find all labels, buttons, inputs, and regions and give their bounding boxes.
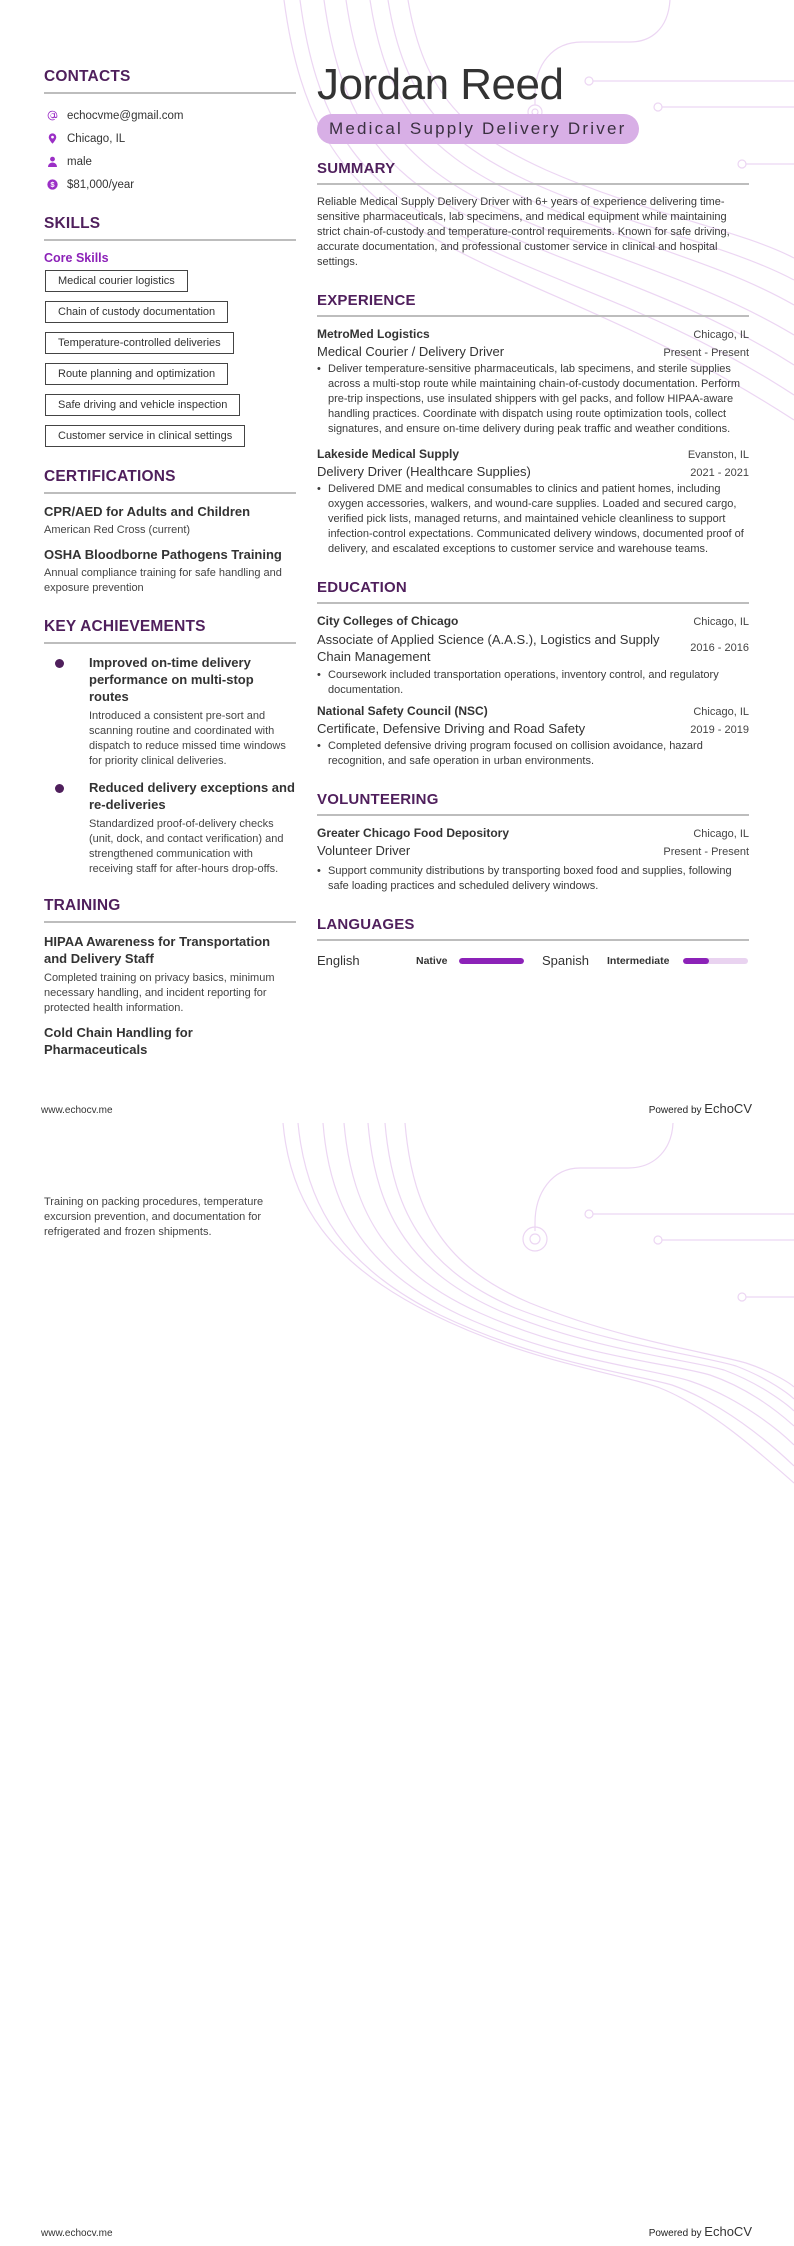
language-proficiency-bar (683, 958, 748, 964)
skills-heading: SKILLS (44, 215, 296, 241)
candidate-name: Jordan Reed (317, 60, 564, 109)
organization-name: Greater Chicago Food Depository (317, 826, 510, 840)
school-name: City Colleges of Chicago (317, 614, 459, 628)
language-name: Spanish (542, 953, 589, 968)
achievement-item (44, 654, 296, 769)
skill-tag: Temperature-controlled deliveries (45, 332, 234, 354)
brand-name: EchoCV (704, 2224, 752, 2239)
employer-location: Evanston, IL (687, 449, 749, 461)
footer-powered-by (649, 1101, 752, 1116)
powered-by-label: Powered by (648, 1105, 702, 1116)
dollar-icon (46, 179, 58, 191)
experience-item (317, 447, 749, 557)
certification-item (44, 547, 296, 596)
main-content (317, 60, 749, 968)
contact-gender (44, 150, 296, 173)
education-item (317, 704, 749, 769)
resume-page-2 (0, 1123, 794, 2246)
bullet-text: • Delivered DME and medical consumables to clinics and patient homes, including oxygen accessories, walkers, and wound-care supplies. Loaded and secured cargo, verified pick lists, managed returns, and maintained vehicle cleanliness to support infection-control expectations. Communicated delivery windows, documented proof of delivery, and escalated exceptions to customer service and warehouse teams. (317, 482, 749, 557)
achievement-title: Improved on-time delivery performance on multi-stop routes (89, 655, 254, 704)
achievement-item (44, 779, 296, 877)
training-desc: Training on packing procedures, temperature excursion prevention, and documentation for refrigerated and frozen shipments. (44, 1196, 264, 1238)
volunteering-heading: VOLUNTEERING (317, 791, 749, 816)
training-name: Cold Chain Handling for Pharmaceuticals (44, 1025, 193, 1057)
languages-heading: LANGUAGES (317, 916, 749, 941)
organization-location: Chicago, IL (693, 828, 749, 840)
skill-tag: Medical courier logistics (45, 270, 188, 292)
volunteer-role: Volunteer Driver (317, 843, 411, 858)
bullet-text: • Support community distributions by transporting boxed food and supplies, following safe loading practices and scheduled delivery windows. (317, 864, 749, 894)
svg-text:$: $ (49, 180, 55, 190)
bullet-text: • Completed defensive driving program focused on collision avoidance, hazard recognition, and safe operation in urban environments. (317, 739, 749, 769)
school-name: National Safety Council (NSC) (317, 704, 488, 718)
job-dates: 2021 - 2021 (690, 467, 749, 479)
certifications-heading: CERTIFICATIONS (44, 468, 296, 494)
employer-name: MetroMed Logistics (317, 327, 430, 341)
achievement-desc: Standardized proof-of-delivery checks (unit, dock, and contact verification) and strengthened communication with receiving staff for after-hours drop-offs. (89, 818, 284, 875)
job-role: Medical Courier / Delivery Driver (317, 344, 505, 359)
education-dates: 2016 - 2016 (690, 642, 749, 654)
employer-location: Chicago, IL (693, 329, 749, 341)
employer-name: Lakeside Medical Supply (317, 447, 460, 461)
skill-tag: Safe driving and vehicle inspection (45, 394, 240, 416)
contact-salary-value: $81,000/year (67, 178, 135, 191)
training-item (44, 933, 296, 1016)
skill-tag: Route planning and optimization (45, 363, 228, 385)
contact-location-value: Chicago, IL (67, 132, 126, 145)
achievement-title: Reduced delivery exceptions and re-deliveries (89, 780, 295, 812)
summary-text: Reliable Medical Supply Delivery Driver with 6+ years of experience delivering time-sensitive pharmaceuticals, lab specimens, and medical equipment while maintaining strict chain-of-custody and temperature-control requirements. Known for safe driving, accurate documentation, and professional customer service in clinical and hospital settings. (317, 196, 730, 268)
contacts-list (44, 104, 296, 196)
skills-list (44, 270, 296, 456)
person-icon (46, 156, 58, 168)
powered-by-label: Powered by (648, 2228, 702, 2239)
training-heading: TRAINING (44, 897, 296, 923)
bullet-text: • Coursework included transportation operations, inventory control, and regulatory documentation. (317, 668, 749, 698)
education-dates: 2019 - 2019 (690, 724, 749, 736)
experience-item (317, 327, 749, 437)
school-location: Chicago, IL (693, 616, 749, 628)
bullet-dot-icon (55, 659, 64, 668)
language-proficiency-bar (459, 958, 524, 964)
footer-website-link[interactable]: www.echocv.me (41, 2228, 113, 2239)
certification-name: CPR/AED for Adults and Children (44, 504, 251, 519)
key-achievements-heading: KEY ACHIEVEMENTS (44, 618, 296, 644)
language-level: Native (416, 954, 448, 967)
job-dates: Present - Present (663, 347, 749, 359)
brand-name: EchoCV (704, 1101, 752, 1116)
bullet-dot-icon (55, 784, 64, 793)
certification-item (44, 504, 296, 538)
job-role: Delivery Driver (Healthcare Supplies) (317, 464, 531, 479)
language-name: English (317, 953, 360, 968)
sidebar (44, 68, 296, 1058)
footer-website-link[interactable]: www.echocv.me (41, 1105, 113, 1116)
volunteering-item (317, 826, 749, 894)
contact-gender-value: male (67, 155, 92, 168)
experience-heading: EXPERIENCE (317, 292, 749, 317)
languages-list (317, 953, 749, 968)
contact-email[interactable] (44, 104, 296, 127)
training-item (44, 1024, 296, 1058)
contact-location (44, 127, 296, 150)
achievement-desc: Introduced a consistent pre-sort and scanning routine and coordinated with dispatch to reduce missed time windows for priority clinical deliveries. (89, 710, 286, 767)
training-name: HIPAA Awareness for Transportation and Delivery Staff (44, 934, 271, 966)
bullet-text: • Deliver temperature-sensitive pharmaceuticals, lab specimens, and sterile supplies across a multi-stop route while maintaining chain-of-custody documentation. Perform pre-trip inspections, use insulated shippers with gel packs, and follow HIPAA-aware handling practices. Coordinate with dispatch using route optimization tools, collect signatures, and ensure on-time delivery during peak traffic and weather conditions. (317, 362, 749, 437)
location-pin-icon (46, 133, 58, 145)
volunteer-dates: Present - Present (663, 846, 749, 858)
education-item (317, 614, 749, 698)
school-location: Chicago, IL (693, 706, 749, 718)
language-level: Intermediate (607, 954, 670, 967)
training-continued (44, 1191, 296, 1240)
training-desc: Completed training on privacy basics, minimum necessary handling, and incident reporting for protected health information. (44, 972, 275, 1014)
degree: Associate of Applied Science (A.A.S.), Logistics and Supply Chain Management (317, 632, 660, 664)
decorative-line-art (0, 1123, 794, 2246)
skill-tag: Chain of custody documentation (45, 301, 228, 323)
degree: Certificate, Defensive Driving and Road Safety (317, 721, 586, 736)
certification-desc: American Red Cross (current) (44, 524, 191, 536)
footer-powered-by (649, 2224, 752, 2239)
skill-tag: Customer service in clinical settings (45, 425, 245, 447)
contact-email-value: echocvme@gmail.com (67, 109, 184, 122)
contact-salary (44, 173, 296, 196)
skills-group-label: Core Skills (44, 251, 109, 265)
contacts-heading: CONTACTS (44, 68, 296, 94)
job-title-badge: Medical Supply Delivery Driver (317, 114, 639, 144)
summary-heading: SUMMARY (317, 160, 749, 185)
education-heading: EDUCATION (317, 579, 749, 604)
at-icon (46, 110, 58, 122)
certification-name: OSHA Bloodborne Pathogens Training (44, 547, 282, 562)
certification-desc: Annual compliance training for safe handling and exposure prevention (44, 567, 282, 594)
